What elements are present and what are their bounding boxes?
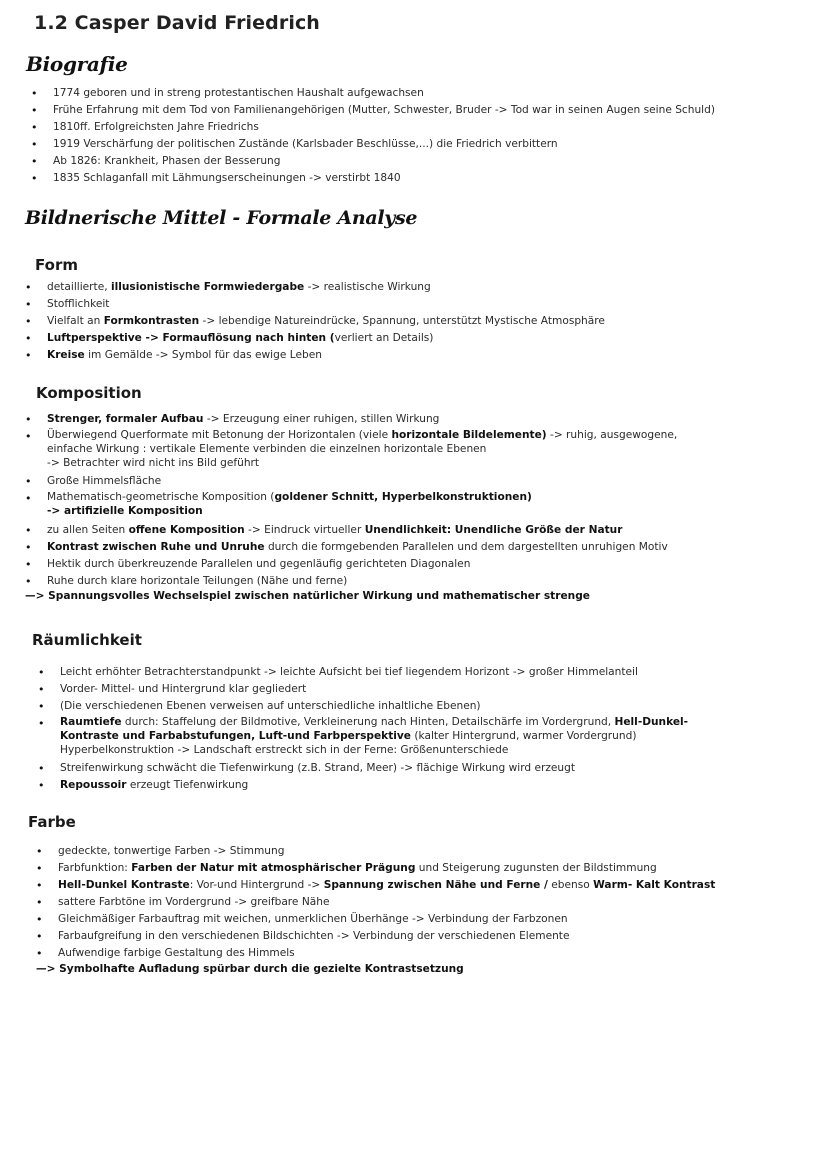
komposition-list [25, 411, 677, 590]
list-item: • Große Himmelsfläche [25, 473, 677, 490]
list-item: • 1774 geboren und in streng protestantischen Haushalt aufgewachsen [31, 85, 715, 102]
list-item: • Hell-Dunkel Kontraste: Vor-und Hintergrund -> Spannung zwischen Nähe und Ferne / ebenso Warm- Kalt Kontrast [36, 877, 715, 894]
list-item: • 1810ff. Erfolgreichsten Jahre Friedrichs [31, 119, 715, 136]
list-item: • Kontrast zwischen Ruhe und Unruhe durch die formgebenden Parallelen und dem dargestellten unruhigen Motiv [25, 539, 677, 556]
list-item: • Streifenwirkung schwächt die Tiefenwirkung (z.B. Strand, Meer) -> flächige Wirkung wird erzeugt [38, 760, 688, 777]
komposition-heading: Komposition [36, 384, 142, 402]
list-item: • Farbfunktion: Farben der Natur mit atmosphärischer Prägung und Steigerung zugunsten der Bildstimmung [36, 860, 715, 877]
list-item: • 1919 Verschärfung der politischen Zustände (Karlsbader Beschlüsse,...) die Friedrich verbittern [31, 136, 715, 153]
raeumlichkeit-heading: Räumlichkeit [32, 631, 142, 649]
list-item: • Farbaufgreifung in den verschiedenen Bildschichten -> Verbindung der verschiedenen Elemente [36, 928, 715, 945]
list-item: • Vorder- Mittel- und Hintergrund klar gegliedert [38, 681, 688, 698]
list-item: • Leicht erhöhter Betrachterstandpunkt -> leichte Aufsicht bei tief liegendem Horizont -> großer Himmelanteil [38, 664, 688, 681]
farbe-conclusion: —> Symbolhafte Aufladung spürbar durch die gezielte Kontrastsetzung [36, 963, 464, 975]
list-item: • Mathematisch-geometrische Komposition (goldener Schnitt, Hyperbelkonstruktionen) -> artifizielle Komposition [25, 490, 677, 519]
list-item: • Strenger, formaler Aufbau -> Erzeugung einer ruhigen, stillen Wirkung [25, 411, 677, 428]
form-heading: Form [35, 256, 78, 274]
list-item: • Aufwendige farbige Gestaltung des Himmels [36, 945, 715, 962]
list-item: • Stofflichkeit [25, 296, 605, 313]
list-item: • Kreise im Gemälde -> Symbol für das ewige Leben [25, 347, 605, 364]
list-item: • Hektik durch überkreuzende Parallelen und gegenläufig gerichteten Diagonalen [25, 556, 677, 573]
list-item: • detaillierte, illusionistische Formwiedergabe -> realistische Wirkung [25, 279, 605, 296]
list-item: • Vielfalt an Formkontrasten -> lebendige Natureindrücke, Spannung, unterstützt Mystische Atmosphäre [25, 313, 605, 330]
list-item: • Gleichmäßiger Farbauftrag mit weichen, unmerklichen Überhänge -> Verbindung der Farbzonen [36, 911, 715, 928]
list-item: • Ab 1826: Krankheit, Phasen der Besserung [31, 153, 715, 170]
raeumlichkeit-list [38, 664, 688, 794]
list-item: • gedeckte, tonwertige Farben -> Stimmung [36, 843, 715, 860]
analyse-heading: Bildnerische Mittel - Formale Analyse [25, 207, 418, 229]
farbe-list [36, 843, 715, 962]
komposition-conclusion: —> Spannungsvolles Wechselspiel zwischen natürlicher Wirkung und mathematischer strenge [25, 590, 590, 602]
page-title: 1.2 Casper David Friedrich [34, 12, 320, 34]
list-item: • Luftperspektive -> Formauflösung nach hinten (verliert an Details) [25, 330, 605, 347]
list-item: • (Die verschiedenen Ebenen verweisen auf unterschiedliche inhaltliche Ebenen) [38, 698, 688, 715]
biografie-heading: Biografie [26, 52, 128, 76]
form-list [25, 279, 605, 364]
list-item: • 1835 Schlaganfall mit Lähmungserscheinungen -> verstirbt 1840 [31, 170, 715, 187]
farbe-heading: Farbe [28, 813, 76, 831]
list-item: • zu allen Seiten offene Komposition -> Eindruck virtueller Unendlichkeit: Unendliche Größe der Natur [25, 522, 677, 539]
list-item: • Frühe Erfahrung mit dem Tod von Familienangehörigen (Mutter, Schwester, Bruder -> Tod war in seinen Augen seine Schuld) [31, 102, 715, 119]
list-item: • sattere Farbtöne im Vordergrund -> greifbare Nähe [36, 894, 715, 911]
biografie-list [31, 85, 715, 187]
list-item: • Repoussoir erzeugt Tiefenwirkung [38, 777, 688, 794]
list-item: • Raumtiefe durch: Staffelung der Bildmotive, Verkleinerung nach Hinten, Detailschärfe im Vordergrund, Hell-Dunkel- Kontraste und Farbabstufungen, Luft-und Farbperspektive (kalter Hintergrund, warmer Vordergrund) Hyperbelkonstruktion -> Landschaft erstreckt sich in der Ferne: Größenunterschiede [38, 715, 688, 757]
list-item: • Ruhe durch klare horizontale Teilungen (Nähe und ferne) [25, 573, 677, 590]
list-item: • Überwiegend Querformate mit Betonung der Horizontalen (viele horizontale Bildelemente) -> ruhig, ausgewogene, einfache Wirkung : vertikale Elemente verbinden die einzelnen horizontale Ebenen -> Betrachter wird nicht ins Bild geführt [25, 428, 677, 470]
